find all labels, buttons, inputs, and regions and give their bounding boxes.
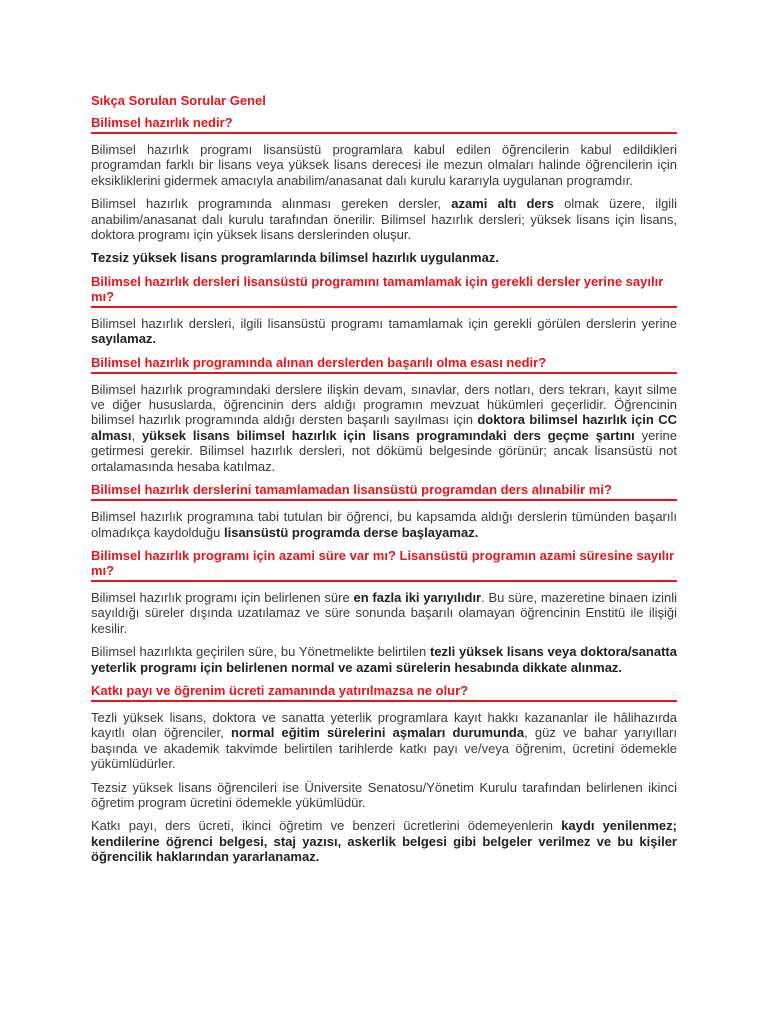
answer-emphasis: lisansüstü programda derse başlayamaz. (223, 524, 479, 540)
answer-text: , güz ve bahar yarıyılları başında ve akademik takvimde belirtilen tarihlerde katkı payı ve/veya öğrenim, ücretini ödemekle yükümlüdürler. (91, 725, 677, 772)
answer-text: Tezsiz yüksek lisans öğrencileri ise Üniversite Senatosu/Yönetim Kurulu tarafından belirlenen ikinci öğretim program ücretini ödemekle yükümlüdür. (91, 779, 677, 810)
answer-text: Bilimsel hazırlık programındaki derslere ilişkin devam, sınavlar, ders notları, ders tekrarı, kayıt silme ve diğer hususlarda, öğrencinin ders aldığı programın mevzuat hükümleri geçerlidir. Öğrencinin bilimsel hazırlık programında aldığı dersten başarılı sayılması için (91, 381, 677, 428)
answer-emphasis: azami altı ders (451, 196, 554, 212)
answer-text: yerine getirmesi gerekir. Bilimsel hazırlık dersleri, not dökümü belgesinde görünür; ancak lisansüstü not ortalamasında hesaba katılmaz. (91, 427, 677, 474)
answer-emphasis: en fazla iki yarıyılıdır (353, 589, 482, 605)
faq-answer-paragraph (91, 710, 677, 772)
faq-answer-paragraph (91, 590, 677, 636)
answer-text: Bilimsel hazırlık programında alınması gereken dersler, (91, 196, 452, 212)
faq-question-1: Bilimsel hazırlık nedir? (91, 115, 677, 134)
answer-emphasis: sayılamaz. (91, 331, 157, 347)
faq-answer-paragraph (91, 644, 677, 675)
faq-answer-paragraph (91, 780, 677, 811)
faq-question-3: Bilimsel hazırlık programında alınan derslerden başarılı olma esası nedir? (91, 355, 677, 374)
answer-text: Katkı payı, ders ücreti, ikinci öğretim ve benzeri ücretlerini ödemeyenlerin (91, 818, 562, 834)
answer-emphasis: kaydı yenilenmez; kendilerine öğrenci belgesi, staj yazısı, askerlik belgesi gibi belgeler verilmez ve bu kişiler öğrencilik haklarından yararlanamaz. (91, 818, 677, 865)
faq-answer-paragraph (91, 316, 677, 347)
answer-emphasis: yüksek lisans bilimsel hazırlık için lisans programındaki ders geçme şartını (141, 427, 635, 443)
document-page (91, 92, 677, 873)
faq-answer-paragraph (91, 818, 677, 864)
page-title: Sıkça Sorulan Sorular Genel (91, 93, 266, 108)
faq-question-2: Bilimsel hazırlık dersleri lisansüstü programını tamamlamak için gerekli dersler yerine sayılır mı? (91, 274, 677, 308)
answer-text: olmak üzere, ilgili anabilim/anasanat dalı kurulu tarafından önerilir. Bilimsel hazırlık dersleri; yüksek lisans için lisans, doktora programı için yüksek lisans derslerinden oluşur. (91, 196, 677, 243)
answer-text: Bilimsel hazırlık programı için belirlenen süre (91, 589, 354, 605)
answer-text: Bilimsel hazırlık programı lisansüstü programlara kabul edilen öğrencilerin kabul edildikleri programdan farklı bir lisans veya yüksek lisans derecesi ile mezun olmaları halinde öğrencilerin için eksikliklerini gidermek amacıyla anabilim/anasanat dalı kurulu kararıyla uygulanan programdır. (91, 142, 677, 188)
answer-text: . Bu süre, mazeretine binaen izinli sayıldığı süreler dışında uzatılamaz ve süre sonunda başarılı olamayan öğrencinin Enstitü ile ilişiği kesilir. (91, 589, 678, 636)
answer-text: Bilimsel hazırlıkta geçirilen süre, bu Yönetmelikte belirtilen (91, 644, 430, 660)
faq-answer-paragraph (91, 142, 677, 188)
answer-text: Tezli yüksek lisans, doktora ve sanatta yeterlik programlara kayıt hakkı kazananlar ile hâlihazırda kayıtlı olan öğrenciler, (91, 709, 677, 741)
answer-emphasis: tezli yüksek lisans veya doktora/sanatta yeterlik programı için belirlenen normal ve azami sürelerin hesabında dikkate alınmaz. (91, 644, 677, 675)
answer-emphasis: doktora bilimsel hazırlık için CC alması (91, 412, 678, 443)
faq-answer-paragraph (91, 250, 677, 265)
faq-answer-paragraph (91, 196, 677, 242)
faq-question-4: Bilimsel hazırlık derslerini tamamlamadan lisansüstü programdan ders alınabilir mi? (91, 482, 677, 501)
faq-question-5: Bilimsel hazırlık programı için azami süre var mı? Lisansüstü programın azami süresine sayılır mı? (91, 548, 677, 582)
answer-emphasis: Tezsiz yüksek lisans programlarında bilimsel hazırlık uygulanmaz. (91, 250, 499, 266)
answer-text: Bilimsel hazırlık programına tabi tutulan bir öğrenci, bu kapsamda aldığı derslerin tümünden başarılı olmadıkça kaydolduğu (91, 509, 677, 540)
faq-answer-paragraph (91, 509, 677, 540)
answer-emphasis: normal eğitim sürelerini aşmaları durumunda (231, 725, 525, 741)
faq-question-6: Katkı payı ve öğrenim ücreti zamanında yatırılmazsa ne olur? (91, 683, 677, 702)
faq-answer-paragraph (91, 382, 677, 474)
answer-text: Bilimsel hazırlık dersleri, ilgili lisansüstü programı tamamlamak için gerekli görülen derslerin yerine (91, 315, 677, 331)
answer-text: , (131, 427, 142, 443)
